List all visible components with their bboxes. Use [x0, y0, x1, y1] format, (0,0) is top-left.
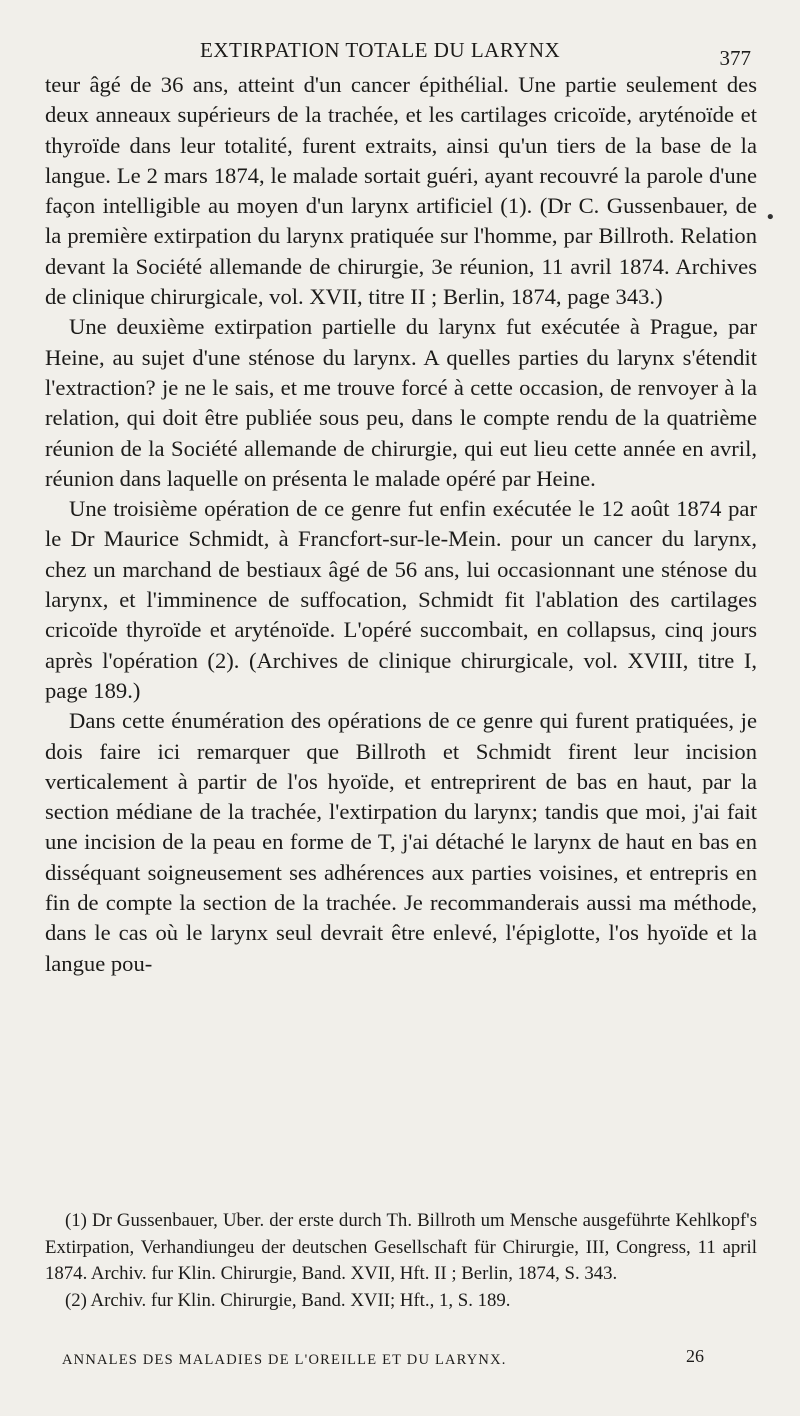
signature-mark: 26 [686, 1346, 704, 1366]
footnote: (2) Archiv. fur Klin. Chirurgie, Band. XVII; Hft., 1, S. 189. [65, 1289, 511, 1311]
footnotes [45, 1208, 757, 1314]
footnote: (1) Dr Gussenbauer, Uber. der erste durch Th. Billroth um Mensche ausgeführte Kehlkopf's Extirpation, Verhandiungeu der deutschen Gesellschaft für Chirurgie, III, Congress, 11 april 1874. Archiv. fur Klin. Chirurgie, Band. XVII, Hft. II ; Berlin, 1874, S. 343. [45, 1210, 757, 1284]
page-header [45, 38, 755, 68]
page-number: 377 [719, 46, 751, 70]
paragraph: Dans cette énumération des opérations de ce genre qui furent pratiquées, je dois faire ici remarquer que Billroth et Schmidt firent leur incision verticalement à partir de l'os hyoïde, et entreprirent de bas en haut, par la section médiane de la trachée, l'extirpation du larynx; tandis que moi, j'ai fait une incision de la peau en forme de T, j'ai détaché le larynx de haut en bas en disséquant soigneusement ses adhérences aux parties voisines, et entrepris en fin de compte la section de la trachée. Je recommanderais aussi ma méthode, dans le cas où le larynx seul devrait être enlevé, l'épiglotte, l'os hyoïde et la langue pou- [45, 708, 757, 976]
paragraph: Une troisième opération de ce genre fut enfin exécutée le 12 août 1874 par le Dr Maurice Schmidt, à Francfort-sur-le-Mein. pour un cancer du larynx, chez un marchand de bestiaux âgé de 56 ans, lui occasionnant une sténose du larynx, et l'imminence de suffocation, Schmidt fit l'ablation des cartilages cricoïde thyroïde et aryténoïde. L'opéré succombait, en collapsus, cinq jours après l'opération (2). (Archives de clinique chirurgicale, vol. XVIII, titre I, page 189.) [45, 496, 757, 703]
running-title: EXTIRPATION TOTALE DU LARYNX [200, 38, 561, 62]
paragraph: teur âgé de 36 ans, atteint d'un cancer épithélial. Une partie seulement des deux anneaux supérieurs de la trachée, et les cartilages cricoïde, aryténoïde et thyroïde dans leur totalité, furent extraits, ainsi qu'un tiers de la base de la langue. Le 2 mars 1874, le malade sortait guéri, ayant recouvré la parole d'une façon intelligible au moyen d'un larynx artificiel (1). (Dr C. Gussenbauer, de la première extirpation du larynx pratiquée sur l'homme, par Billroth. Relation devant la Société allemande de chirurgie, 3e réunion, 11 avril 1874. Archives de clinique chirurgicale, vol. XVII, titre II ; Berlin, 1874, page 343.) [45, 72, 757, 310]
journal-title: ANNALES DES MALADIES DE L'OREILLE ET DU LARYNX. [62, 1352, 507, 1368]
page-footer [62, 1346, 712, 1376]
paragraph: Une deuxième extirpation partielle du larynx fut exécutée à Prague, par Heine, au sujet d'une sténose du larynx. A quelles parties du larynx s'étendit l'extraction? je ne le sais, et me trouve forcé à cette occasion, de renvoyer à la relation, qui doit être publiée sous peu, dans le compte rendu de la quatrième réunion de la Société allemande de chirurgie, qui eut lieu cette année en avril, réunion dans laquelle on présenta le malade opéré par Heine. [45, 314, 757, 491]
main-text [45, 70, 757, 979]
print-speck: • [765, 207, 776, 228]
